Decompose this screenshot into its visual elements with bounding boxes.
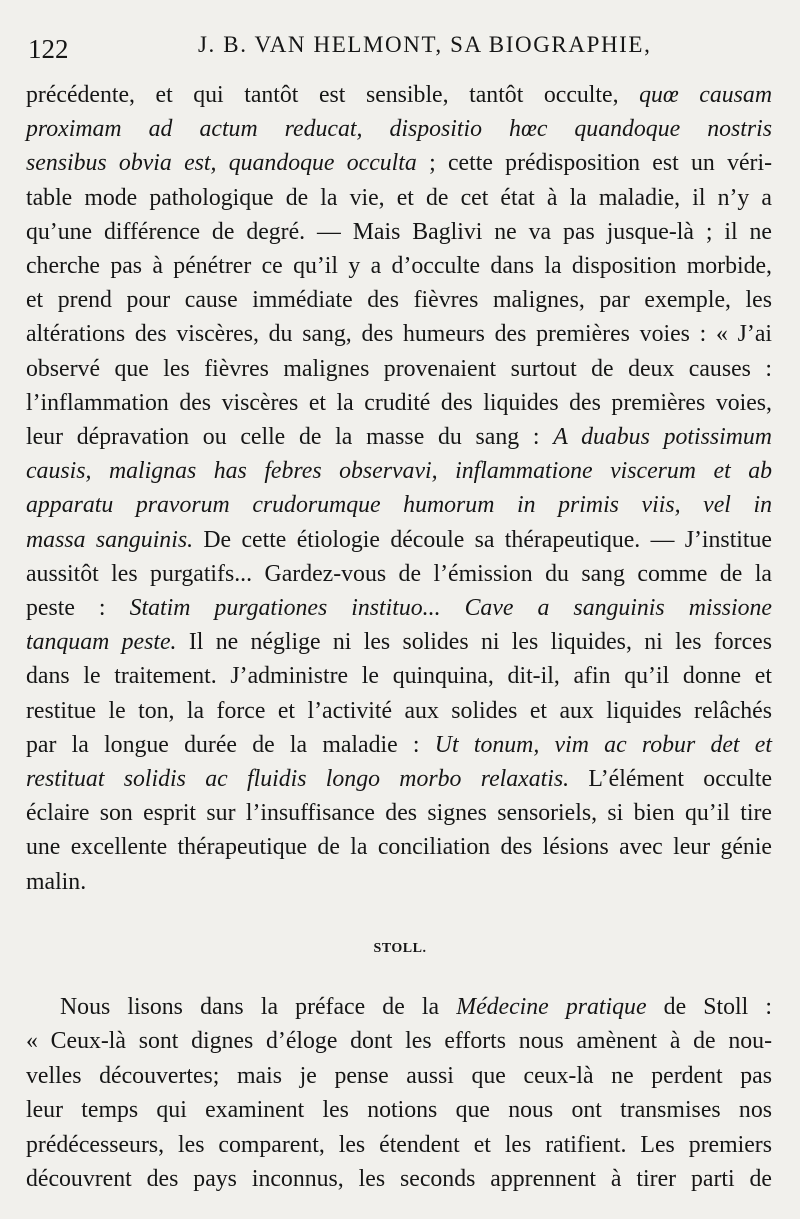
italic-latin-text: apparatu pravorum crudorumque humorum in primis viis, vel in [26, 492, 772, 519]
text-run: malin. [26, 868, 87, 895]
text-run: observé que les fièvres malignes provenaient surtout de deux causes : [26, 355, 772, 382]
text-run: « Ceux-là sont dignes d’éloge dont les efforts nous amènent à de nou- [26, 1028, 772, 1055]
text-run: cherche pas à pénétrer ce qu’il y a d’occulte dans la disposition morbide, [26, 253, 772, 279]
text-line [26, 217, 772, 247]
text-run: Nous lisons dans la préface de la [60, 994, 457, 1020]
text-line [60, 992, 772, 1022]
text-run: qu’une différence de degré. — Mais Baglivi ne va pas jusque-là ; il ne [26, 218, 772, 245]
text-line [26, 798, 772, 828]
text-line [26, 354, 772, 384]
italic-latin-text: A duabus potissimum [553, 424, 772, 450]
text-run: éclaire son esprit sur l’insuffisance des signes sensoriels, si bien qu’il tire [26, 800, 772, 827]
text-line [26, 422, 772, 452]
text-line [26, 1130, 772, 1160]
italic-latin-text: tanquam peste. [26, 629, 177, 656]
text-line [26, 832, 772, 862]
text-line [26, 80, 772, 110]
text-run: dans le traitement. J’administre le quinquina, dit-il, afin qu’il donne et [26, 663, 772, 690]
italic-latin-text: massa sanguinis. [26, 526, 194, 553]
italic-latin-text: proximam ad actum reducat, dispositio hœc quandoque nostris [26, 116, 772, 143]
page-number: 122 [28, 34, 69, 64]
text-line [26, 388, 772, 418]
page-header [28, 30, 772, 66]
text-line [26, 1026, 772, 1056]
text-run: précédente, et qui tantôt est sensible, tantôt occulte, [26, 82, 640, 108]
text-run: aussitôt les purgatifs... Gardez-vous de l’émission du sang comme de la [26, 560, 772, 587]
section-heading: STOLL. [373, 941, 427, 956]
italic-latin-text: Ut tonum, vim ac robur det et [434, 731, 772, 758]
text-line [26, 627, 772, 657]
text-line [26, 456, 772, 486]
italic-latin-text: restituat solidis ac fluidis longo morbo relaxatis. [26, 766, 570, 792]
text-run: prédécesseurs, les comparent, les étendent et les ratifient. Les premiers [26, 1131, 772, 1158]
text-line [26, 559, 772, 589]
text-run: Il ne néglige ni les solides ni les liquides, ni les forces [176, 629, 772, 656]
italic-latin-text: causis, malignas has febres observavi, inflammatione viscerum et ab [26, 458, 772, 485]
text-line [26, 183, 772, 213]
text-line [26, 1061, 772, 1091]
text-run: altérations des viscères, du sang, des humeurs des premières voies : « J’ai [26, 321, 772, 348]
italic-latin-text: sensibus obvia est, quandoque occulta [26, 150, 417, 177]
text-line [26, 1095, 772, 1125]
text-line [26, 319, 772, 349]
text-run: par la longue durée de la maladie : [26, 731, 435, 758]
text-line [26, 490, 772, 520]
text-run: découvrent des pays inconnus, les seconds apprennent à tirer parti de [26, 1166, 772, 1192]
text-run: leur dépravation ou celle de la masse du sang : [26, 424, 554, 450]
text-line [26, 730, 772, 760]
text-line [26, 525, 772, 555]
text-line [26, 661, 772, 691]
text-run: peste : [26, 595, 130, 621]
text-run: l’inflammation des viscères et la crudité des liquides des premières voies, [26, 389, 772, 416]
text-line [26, 696, 772, 726]
text-run: une excellente thérapeutique de la conciliation des lésions avec leur génie [26, 834, 772, 861]
text-run: ; cette prédisposition est un véri- [416, 150, 772, 177]
text-run: table mode pathologique de la vie, et de cet état à la maladie, il n’y a [26, 184, 772, 211]
italic-latin-text: Médecine pratique [456, 994, 647, 1020]
italic-latin-text: Statim purgationes instituo... Cave a sanguinis missione [129, 595, 772, 621]
text-line [26, 285, 772, 315]
running-title: J. B. VAN HELMONT, SA BIOGRAPHIE, [198, 32, 652, 57]
italic-latin-text: quœ causam [639, 82, 773, 108]
text-run: de Stoll : [646, 994, 773, 1020]
text-run: velles découvertes; mais je pense aussi que ceux-là ne perdent pas [26, 1062, 772, 1089]
text-line [26, 148, 772, 178]
text-run: leur temps qui examinent les notions que nous ont transmises nos [26, 1097, 772, 1124]
text-line [26, 114, 772, 144]
text-line [26, 867, 772, 897]
text-run: L’élément occulte [569, 766, 773, 792]
text-line [26, 764, 772, 794]
text-run: et prend pour cause immédiate des fièvres malignes, par exemple, les [26, 287, 772, 314]
text-run: restitue le ton, la force et l’activité aux solides et aux liquides relâchés [26, 697, 772, 724]
text-line [26, 1164, 772, 1194]
text-line [26, 593, 772, 623]
text-run: De cette étiologie découle sa thérapeutique. — J’institue [193, 526, 772, 553]
text-line [26, 251, 772, 281]
